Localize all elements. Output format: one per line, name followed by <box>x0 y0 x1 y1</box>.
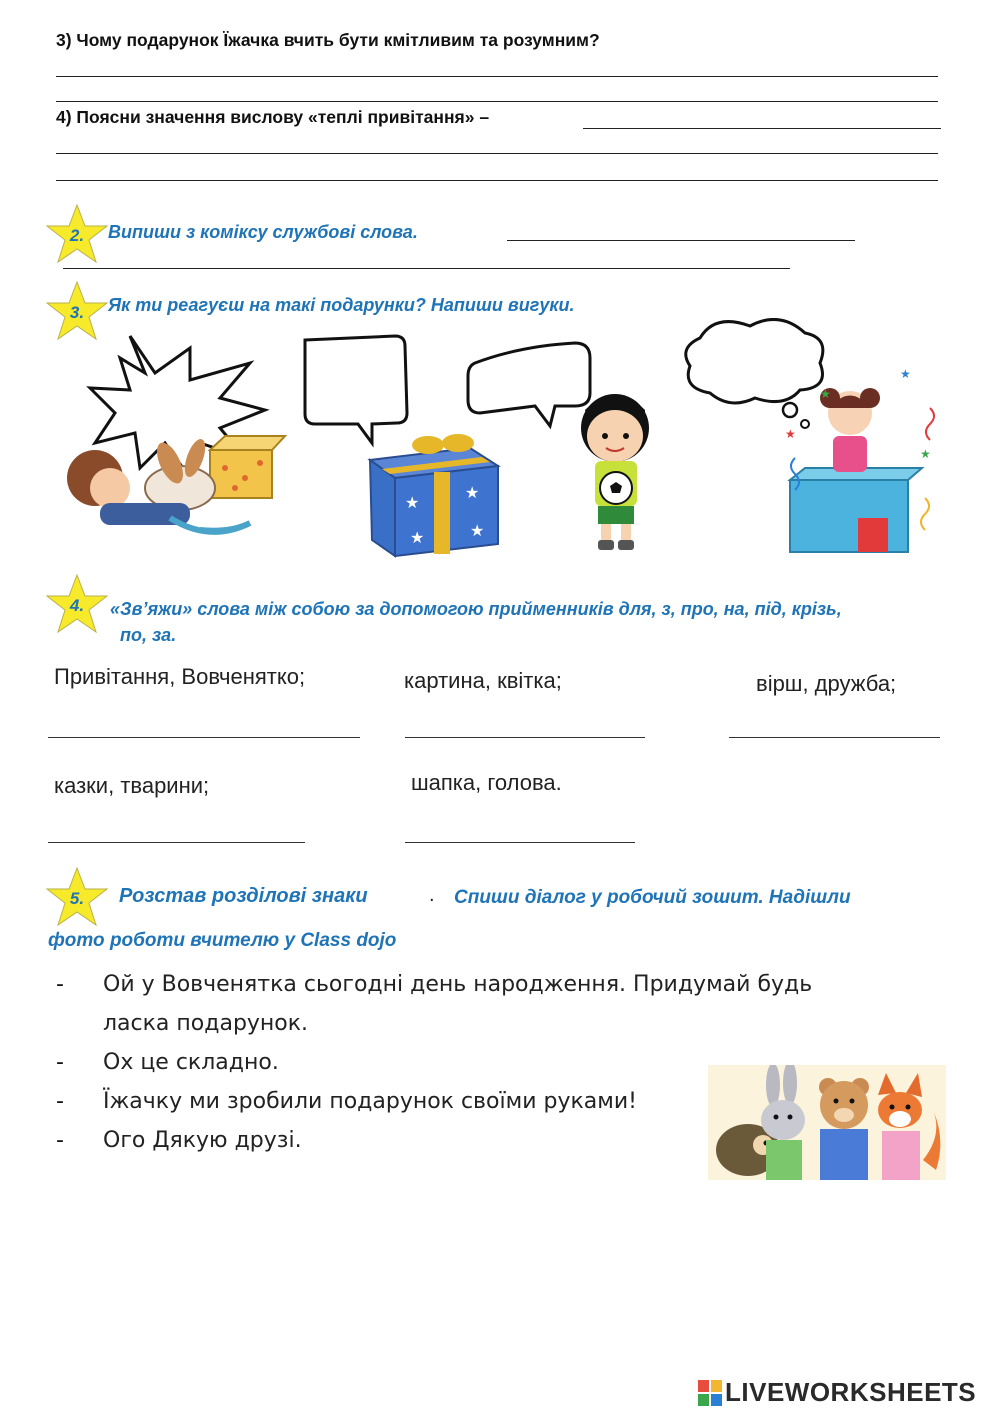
answer-line[interactable] <box>729 737 940 738</box>
task-2-instruction: Випиши з коміксу службові слова. <box>108 222 418 242</box>
svg-text:★: ★ <box>785 427 796 441</box>
task-4-instruction-cont: по, за. <box>120 625 177 645</box>
task-5-period: . <box>429 884 435 906</box>
boy-with-ball-illustration <box>581 394 649 550</box>
answer-line[interactable] <box>56 76 938 77</box>
answer-line[interactable] <box>48 737 360 738</box>
dialogue-line: Ой у Вовченятка сьогодні день народження. Придумай будь <box>103 972 813 997</box>
liveworksheets-logo-icon <box>698 1380 722 1406</box>
answer-line[interactable] <box>56 101 938 102</box>
word-pair: вірш, дружба; <box>756 671 897 696</box>
dialogue-line: ласка подарунок. <box>103 1011 309 1036</box>
answer-line[interactable] <box>56 180 938 181</box>
answer-line[interactable] <box>405 842 635 843</box>
question-3: 3) Чому подарунок Їжачка вчить бути кмітливим та розумним? <box>56 30 600 50</box>
liveworksheets-brand: LIVEWORKSHEETS <box>725 1377 977 1407</box>
task-5-instruction-part-b: Спиши діалог у робочий зошит. Надішли <box>454 887 851 908</box>
dialogue-line: Ох це складно. <box>103 1050 279 1075</box>
svg-text:★: ★ <box>470 523 485 540</box>
task-2-star-badge <box>46 203 108 265</box>
dialogue-line: Їжачку ми зробили подарунок своїми руками! <box>103 1089 637 1114</box>
task-number: 3. <box>69 303 85 322</box>
task-number: 2. <box>69 226 85 245</box>
svg-text:★: ★ <box>405 495 420 512</box>
svg-text:★: ★ <box>410 530 425 547</box>
liveworksheets-logo[interactable] <box>698 1377 976 1408</box>
answer-line[interactable] <box>507 240 855 241</box>
word-pair: казки, тварини; <box>54 773 210 798</box>
word-pair: шапка, голова. <box>411 770 562 795</box>
animal-friends-illustration <box>708 1065 946 1180</box>
svg-text:★: ★ <box>820 387 831 401</box>
word-pair: картина, квітка; <box>404 668 562 693</box>
task-5-star-badge <box>46 866 108 928</box>
girl-in-gift-box-illustration <box>785 367 934 552</box>
answer-line[interactable] <box>583 128 941 129</box>
dialogue-line: Ого Дякую друзі. <box>103 1128 302 1153</box>
task-5-instruction-part-a: Розстав розділові знаки <box>119 885 368 907</box>
dialogue-dash: - <box>56 1128 64 1153</box>
answer-line[interactable] <box>48 842 305 843</box>
svg-text:★: ★ <box>465 485 480 502</box>
dialogue-dash: - <box>56 972 64 997</box>
answer-line[interactable] <box>63 268 790 269</box>
dialogue-dash: - <box>56 1089 64 1114</box>
question-4: 4) Поясни значення вислову «теплі привітання» – <box>56 107 490 127</box>
task-number: 5. <box>69 889 85 908</box>
speech-bubble[interactable] <box>468 343 590 426</box>
answer-line[interactable] <box>56 153 938 154</box>
task-number: 4. <box>69 596 85 615</box>
task-5-instruction-line-2: фото роботи вчителю у Class dojo <box>48 930 397 951</box>
reaction-illustrations <box>50 318 950 563</box>
answer-line[interactable] <box>405 737 645 738</box>
svg-text:★: ★ <box>900 367 911 381</box>
thought-bubble[interactable] <box>686 319 823 428</box>
gift-box-illustration <box>370 434 498 556</box>
word-pair: Привітання, Вовченятко; <box>54 664 306 689</box>
svg-text:★: ★ <box>920 447 931 461</box>
task-3-instruction: Як ти реагуєш на такі подарунки? Напиши вигуки. <box>108 295 575 315</box>
dialogue-dash: - <box>56 1050 64 1075</box>
task-4-star-badge <box>46 573 108 635</box>
task-4-instruction: «Зв’яжи» слова між собою за допомогою прийменників для, з, про, на, під, крізь, <box>110 599 842 619</box>
speech-bubble[interactable] <box>305 336 407 443</box>
